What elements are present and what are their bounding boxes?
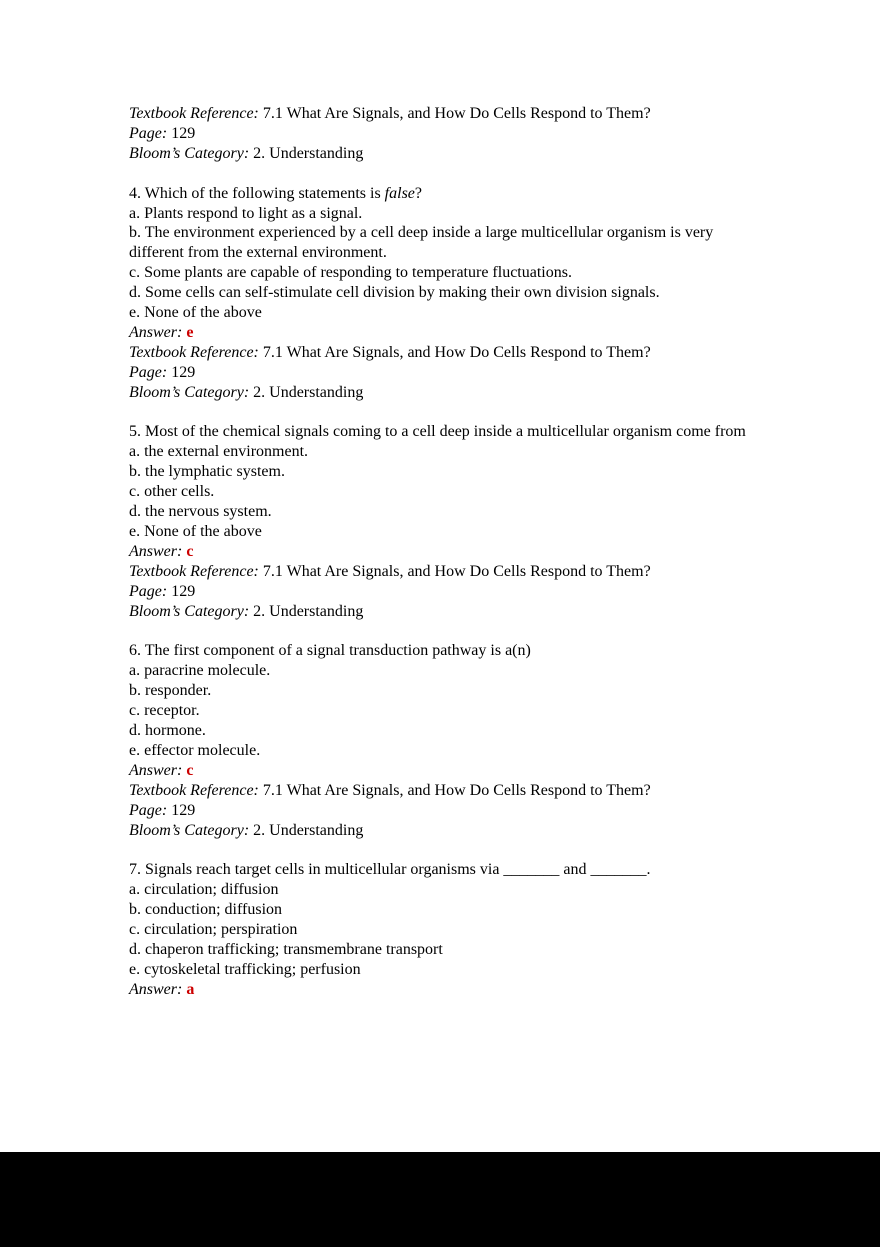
meta-value: 7.1 What Are Signals, and How Do Cells Respond to Them?	[258, 781, 651, 799]
meta-label: Textbook Reference:	[129, 562, 259, 580]
question-stem-text: 4. Which of the following statements is	[129, 184, 385, 202]
meta-line	[129, 363, 753, 383]
question-stem-italic-word: false	[384, 184, 415, 202]
question-stem-text: ?	[414, 184, 422, 202]
meta-value: 129	[167, 124, 196, 142]
answer-option-text: c. Some plants are capable of responding to temperature fluctuations.	[129, 264, 572, 282]
meta-line	[129, 124, 753, 144]
meta-line	[129, 602, 753, 622]
meta-value: 2. Understanding	[249, 144, 364, 162]
meta-line	[129, 383, 753, 403]
question-block	[129, 860, 753, 999]
meta-line	[129, 104, 753, 124]
meta-label: Textbook Reference:	[129, 105, 259, 122]
meta-value: 129	[167, 801, 196, 819]
question-stem	[129, 860, 753, 880]
answer-option	[129, 701, 753, 721]
answer-line	[129, 980, 753, 1000]
meta-label: Page:	[129, 363, 168, 381]
meta-label: Textbook Reference:	[129, 781, 259, 799]
answer-option	[129, 880, 753, 900]
answer-option	[129, 721, 753, 741]
question-stem	[129, 184, 753, 204]
answer-option-text: d. hormone.	[129, 722, 206, 740]
answer-label: Answer:	[129, 980, 183, 998]
answer-option-text: a. the external environment.	[129, 443, 309, 461]
bottom-black-bar	[0, 1152, 880, 1247]
meta-label: Textbook Reference:	[129, 343, 259, 361]
meta-value: 2. Understanding	[249, 383, 364, 401]
answer-option	[129, 960, 753, 980]
meta-label: Page:	[129, 582, 168, 600]
meta-value: 7.1 What Are Signals, and How Do Cells Respond to Them?	[258, 562, 651, 580]
answer-option	[129, 283, 753, 303]
question-stem	[129, 641, 753, 661]
meta-block	[129, 104, 753, 164]
answer-option	[129, 482, 753, 502]
answer-option-text: b. The environment experienced by a cell deep inside a large multicellular organism is very different from the external environment.	[129, 224, 714, 262]
meta-label: Bloom’s Category:	[129, 602, 250, 620]
answer-label: Answer:	[129, 761, 183, 779]
answer-option-text: e. None of the above	[129, 304, 262, 322]
meta-line	[129, 562, 753, 582]
answer-option	[129, 940, 753, 960]
question-stem-text: 6. The first component of a signal transduction pathway is a(n)	[129, 642, 531, 660]
answer-option-text: c. other cells.	[129, 483, 215, 501]
meta-label: Bloom’s Category:	[129, 144, 250, 162]
question-block	[129, 184, 753, 403]
answer-label: Answer:	[129, 542, 183, 560]
answer-option	[129, 502, 753, 522]
question-block	[129, 641, 753, 840]
answer-option	[129, 303, 753, 323]
answer-option-text: a. Plants respond to light as a signal.	[129, 204, 363, 222]
meta-label: Bloom’s Category:	[129, 821, 250, 839]
answer-option-text: a. paracrine molecule.	[129, 662, 271, 680]
meta-value: 7.1 What Are Signals, and How Do Cells Respond to Them?	[258, 343, 651, 361]
meta-value: 7.1 What Are Signals, and How Do Cells Respond to Them?	[258, 105, 651, 122]
answer-option	[129, 442, 753, 462]
question-stem-text: 7. Signals reach target cells in multicellular organisms via _______ and _______.	[129, 861, 651, 879]
answer-option	[129, 681, 753, 701]
question-stem	[129, 422, 753, 442]
meta-value: 129	[167, 363, 196, 381]
answer-option-text: c. circulation; perspiration	[129, 921, 298, 939]
answer-value: c	[186, 761, 194, 779]
answer-option	[129, 223, 753, 263]
answer-option-text: b. the lymphatic system.	[129, 463, 285, 481]
answer-option-text: d. the nervous system.	[129, 503, 272, 521]
answer-option	[129, 920, 753, 940]
answer-option	[129, 741, 753, 761]
answer-option-text: e. effector molecule.	[129, 741, 261, 759]
meta-label: Page:	[129, 801, 168, 819]
answer-option-text: e. None of the above	[129, 523, 262, 540]
answer-value: a	[186, 980, 195, 998]
meta-value: 2. Understanding	[249, 821, 364, 839]
meta-value: 129	[167, 582, 196, 600]
answer-option-text: d. chaperon trafficking; transmembrane transport	[129, 941, 443, 958]
answer-label: Answer:	[129, 323, 183, 341]
meta-line	[129, 144, 753, 164]
meta-line	[129, 582, 753, 602]
answer-option	[129, 204, 753, 224]
meta-line	[129, 801, 753, 821]
answer-option-text: b. responder.	[129, 682, 212, 700]
answer-option-text: e. cytoskeletal trafficking; perfusion	[129, 960, 361, 978]
meta-line	[129, 343, 753, 363]
meta-line	[129, 781, 753, 801]
answer-option	[129, 263, 753, 283]
answer-option	[129, 661, 753, 681]
answer-line	[129, 323, 753, 343]
answer-value: e	[186, 323, 194, 341]
question-stem-text: 5. Most of the chemical signals coming to a cell deep inside a multicellular organism come from	[129, 423, 746, 441]
answer-option-text: b. conduction; diffusion	[129, 901, 283, 919]
answer-option-text: d. Some cells can self-stimulate cell division by making their own division signals.	[129, 284, 660, 302]
answer-option-text: a. circulation; diffusion	[129, 881, 279, 899]
answer-line	[129, 761, 753, 781]
answer-option	[129, 462, 753, 482]
document-content	[129, 104, 753, 1000]
answer-option-text: c. receptor.	[129, 702, 200, 720]
answer-value: c	[186, 542, 194, 560]
question-block	[129, 422, 753, 621]
meta-label: Bloom’s Category:	[129, 383, 250, 401]
answer-option	[129, 900, 753, 920]
answer-line	[129, 542, 753, 562]
meta-line	[129, 821, 753, 841]
meta-label: Page:	[129, 124, 168, 142]
answer-option	[129, 522, 753, 542]
meta-value: 2. Understanding	[249, 602, 364, 620]
